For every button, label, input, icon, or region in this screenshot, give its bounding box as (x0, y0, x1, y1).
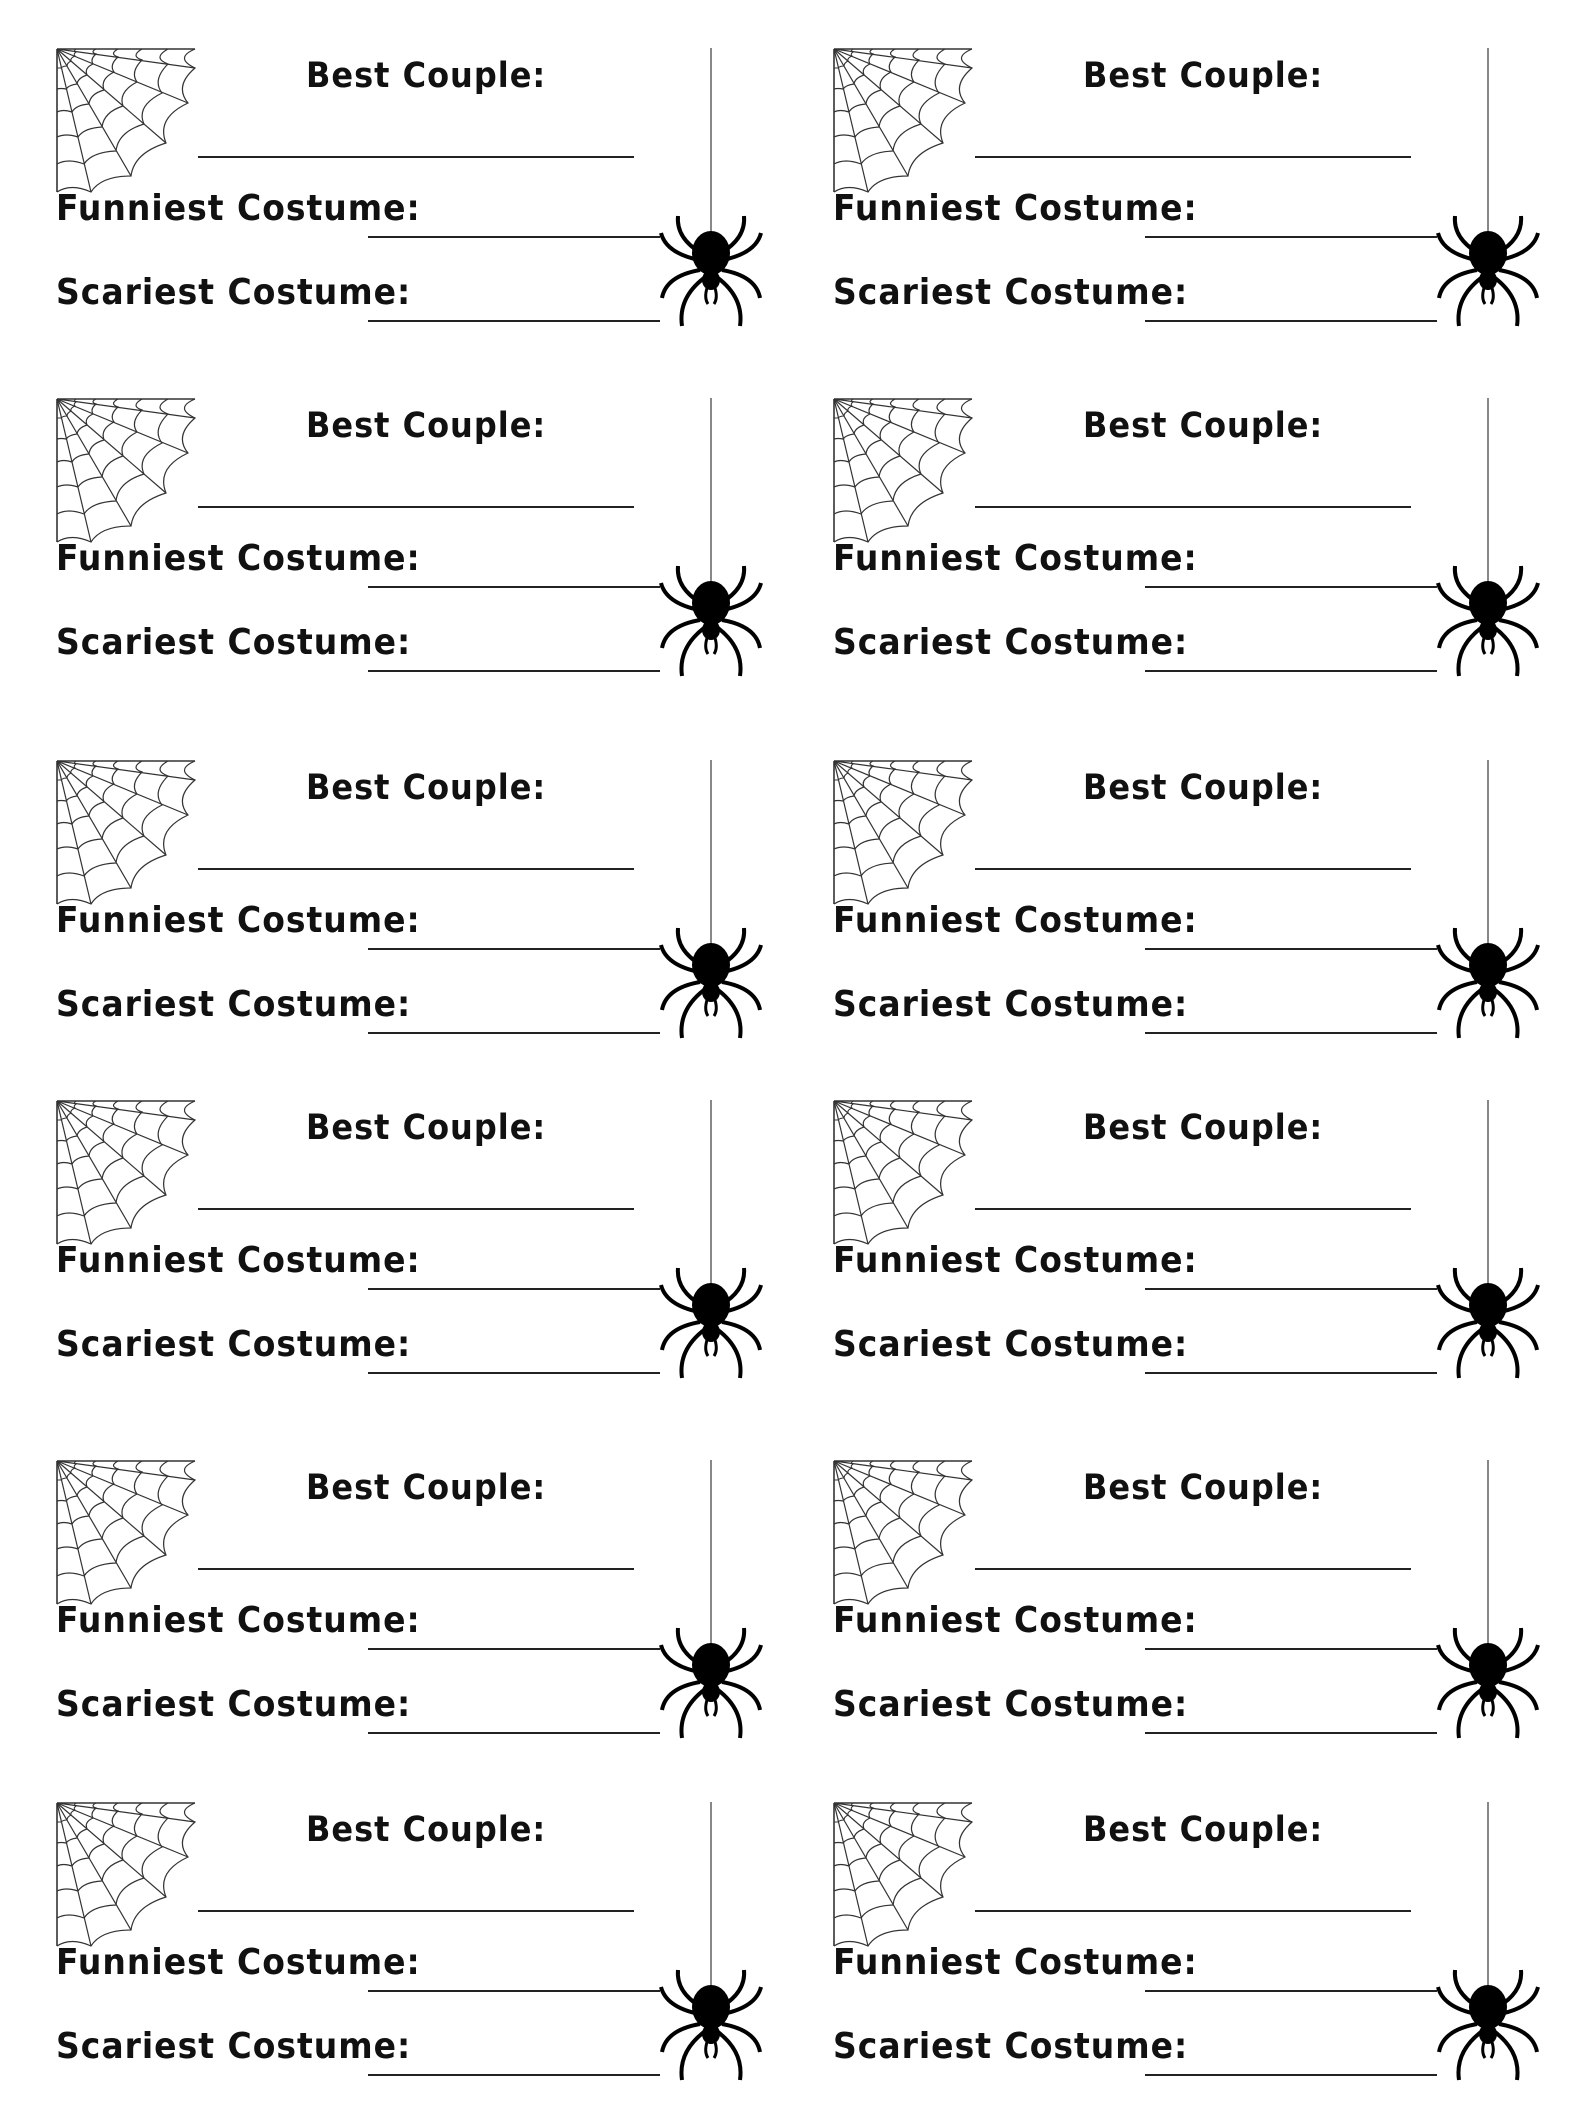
spider-icon (1433, 1100, 1543, 1400)
best-couple-blank[interactable] (975, 1568, 1411, 1570)
ballot-card (833, 1100, 1553, 1400)
scariest-costume-blank[interactable] (368, 1372, 660, 1374)
funniest-costume-blank[interactable] (368, 948, 660, 950)
scariest-costume-label: Scariest Costume: (56, 1322, 412, 1365)
spider-web-icon (833, 1100, 973, 1245)
ballot-card (56, 398, 776, 698)
funniest-costume-label: Funniest Costume: (833, 898, 1198, 941)
spider-web-icon (833, 760, 973, 905)
best-couple-label: Best Couple: (1083, 54, 1324, 96)
scariest-costume-blank[interactable] (1145, 1732, 1437, 1734)
best-couple-blank[interactable] (975, 506, 1411, 508)
spider-icon (656, 398, 766, 698)
ballot-card (833, 398, 1553, 698)
funniest-costume-label: Funniest Costume: (56, 898, 421, 941)
best-couple-blank[interactable] (198, 156, 634, 158)
spider-icon (1433, 48, 1543, 348)
spider-web-icon (56, 1460, 196, 1605)
scariest-costume-label: Scariest Costume: (56, 620, 412, 663)
spider-icon (1433, 398, 1543, 698)
best-couple-label: Best Couple: (306, 1466, 547, 1508)
scariest-costume-blank[interactable] (1145, 2074, 1437, 2076)
scariest-costume-label: Scariest Costume: (833, 2024, 1189, 2067)
spider-web-icon (56, 760, 196, 905)
scariest-costume-label: Scariest Costume: (833, 270, 1189, 313)
ballot-card (56, 760, 776, 1060)
best-couple-label: Best Couple: (1083, 766, 1324, 808)
scariest-costume-blank[interactable] (368, 320, 660, 322)
scariest-costume-label: Scariest Costume: (56, 1682, 412, 1725)
scariest-costume-blank[interactable] (368, 1032, 660, 1034)
spider-icon (656, 48, 766, 348)
spider-web-icon (56, 398, 196, 543)
spider-web-icon (833, 48, 973, 193)
best-couple-blank[interactable] (975, 1910, 1411, 1912)
scariest-costume-blank[interactable] (1145, 1372, 1437, 1374)
scariest-costume-label: Scariest Costume: (833, 1322, 1189, 1365)
scariest-costume-blank[interactable] (368, 1732, 660, 1734)
funniest-costume-blank[interactable] (1145, 1648, 1437, 1650)
ballot-card (833, 760, 1553, 1060)
scariest-costume-blank[interactable] (1145, 320, 1437, 322)
spider-icon (656, 1802, 766, 2102)
best-couple-blank[interactable] (198, 1208, 634, 1210)
spider-icon (656, 760, 766, 1060)
best-couple-blank[interactable] (198, 1910, 634, 1912)
best-couple-blank[interactable] (975, 1208, 1411, 1210)
scariest-costume-blank[interactable] (368, 670, 660, 672)
spider-icon (656, 1100, 766, 1400)
best-couple-label: Best Couple: (306, 1808, 547, 1850)
funniest-costume-label: Funniest Costume: (833, 1940, 1198, 1983)
funniest-costume-label: Funniest Costume: (56, 1238, 421, 1281)
scariest-costume-label: Scariest Costume: (56, 2024, 412, 2067)
funniest-costume-label: Funniest Costume: (56, 1940, 421, 1983)
best-couple-blank[interactable] (198, 868, 634, 870)
spider-icon (656, 1460, 766, 1760)
best-couple-label: Best Couple: (306, 54, 547, 96)
funniest-costume-blank[interactable] (1145, 1288, 1437, 1290)
funniest-costume-blank[interactable] (368, 1288, 660, 1290)
best-couple-label: Best Couple: (1083, 1466, 1324, 1508)
best-couple-blank[interactable] (198, 506, 634, 508)
scariest-costume-label: Scariest Costume: (833, 1682, 1189, 1725)
best-couple-label: Best Couple: (306, 404, 547, 446)
funniest-costume-label: Funniest Costume: (833, 1598, 1198, 1641)
spider-icon (1433, 1802, 1543, 2102)
ballot-card (56, 1460, 776, 1760)
scariest-costume-blank[interactable] (1145, 1032, 1437, 1034)
scariest-costume-label: Scariest Costume: (56, 982, 412, 1025)
funniest-costume-label: Funniest Costume: (833, 536, 1198, 579)
ballot-card (56, 1100, 776, 1400)
spider-web-icon (833, 1802, 973, 1947)
funniest-costume-label: Funniest Costume: (833, 186, 1198, 229)
spider-web-icon (56, 1802, 196, 1947)
best-couple-blank[interactable] (198, 1568, 634, 1570)
ballot-card (56, 48, 776, 348)
funniest-costume-blank[interactable] (368, 1990, 660, 1992)
funniest-costume-blank[interactable] (1145, 948, 1437, 950)
best-couple-label: Best Couple: (1083, 1808, 1324, 1850)
scariest-costume-blank[interactable] (368, 2074, 660, 2076)
best-couple-label: Best Couple: (1083, 404, 1324, 446)
funniest-costume-blank[interactable] (368, 586, 660, 588)
scariest-costume-label: Scariest Costume: (56, 270, 412, 313)
spider-icon (1433, 760, 1543, 1060)
best-couple-label: Best Couple: (306, 1106, 547, 1148)
scariest-costume-label: Scariest Costume: (833, 620, 1189, 663)
best-couple-label: Best Couple: (306, 766, 547, 808)
best-couple-label: Best Couple: (1083, 1106, 1324, 1148)
scariest-costume-label: Scariest Costume: (833, 982, 1189, 1025)
best-couple-blank[interactable] (975, 156, 1411, 158)
best-couple-blank[interactable] (975, 868, 1411, 870)
ballot-card (833, 1802, 1553, 2102)
funniest-costume-blank[interactable] (368, 1648, 660, 1650)
funniest-costume-label: Funniest Costume: (56, 186, 421, 229)
funniest-costume-blank[interactable] (1145, 1990, 1437, 1992)
funniest-costume-label: Funniest Costume: (833, 1238, 1198, 1281)
ballot-card (833, 48, 1553, 348)
spider-web-icon (833, 398, 973, 543)
funniest-costume-blank[interactable] (1145, 236, 1437, 238)
spider-icon (1433, 1460, 1543, 1760)
spider-web-icon (56, 1100, 196, 1245)
spider-web-icon (56, 48, 196, 193)
funniest-costume-label: Funniest Costume: (56, 1598, 421, 1641)
spider-web-icon (833, 1460, 973, 1605)
ballot-card (56, 1802, 776, 2102)
ballot-card (833, 1460, 1553, 1760)
funniest-costume-blank[interactable] (1145, 586, 1437, 588)
scariest-costume-blank[interactable] (1145, 670, 1437, 672)
funniest-costume-label: Funniest Costume: (56, 536, 421, 579)
funniest-costume-blank[interactable] (368, 236, 660, 238)
